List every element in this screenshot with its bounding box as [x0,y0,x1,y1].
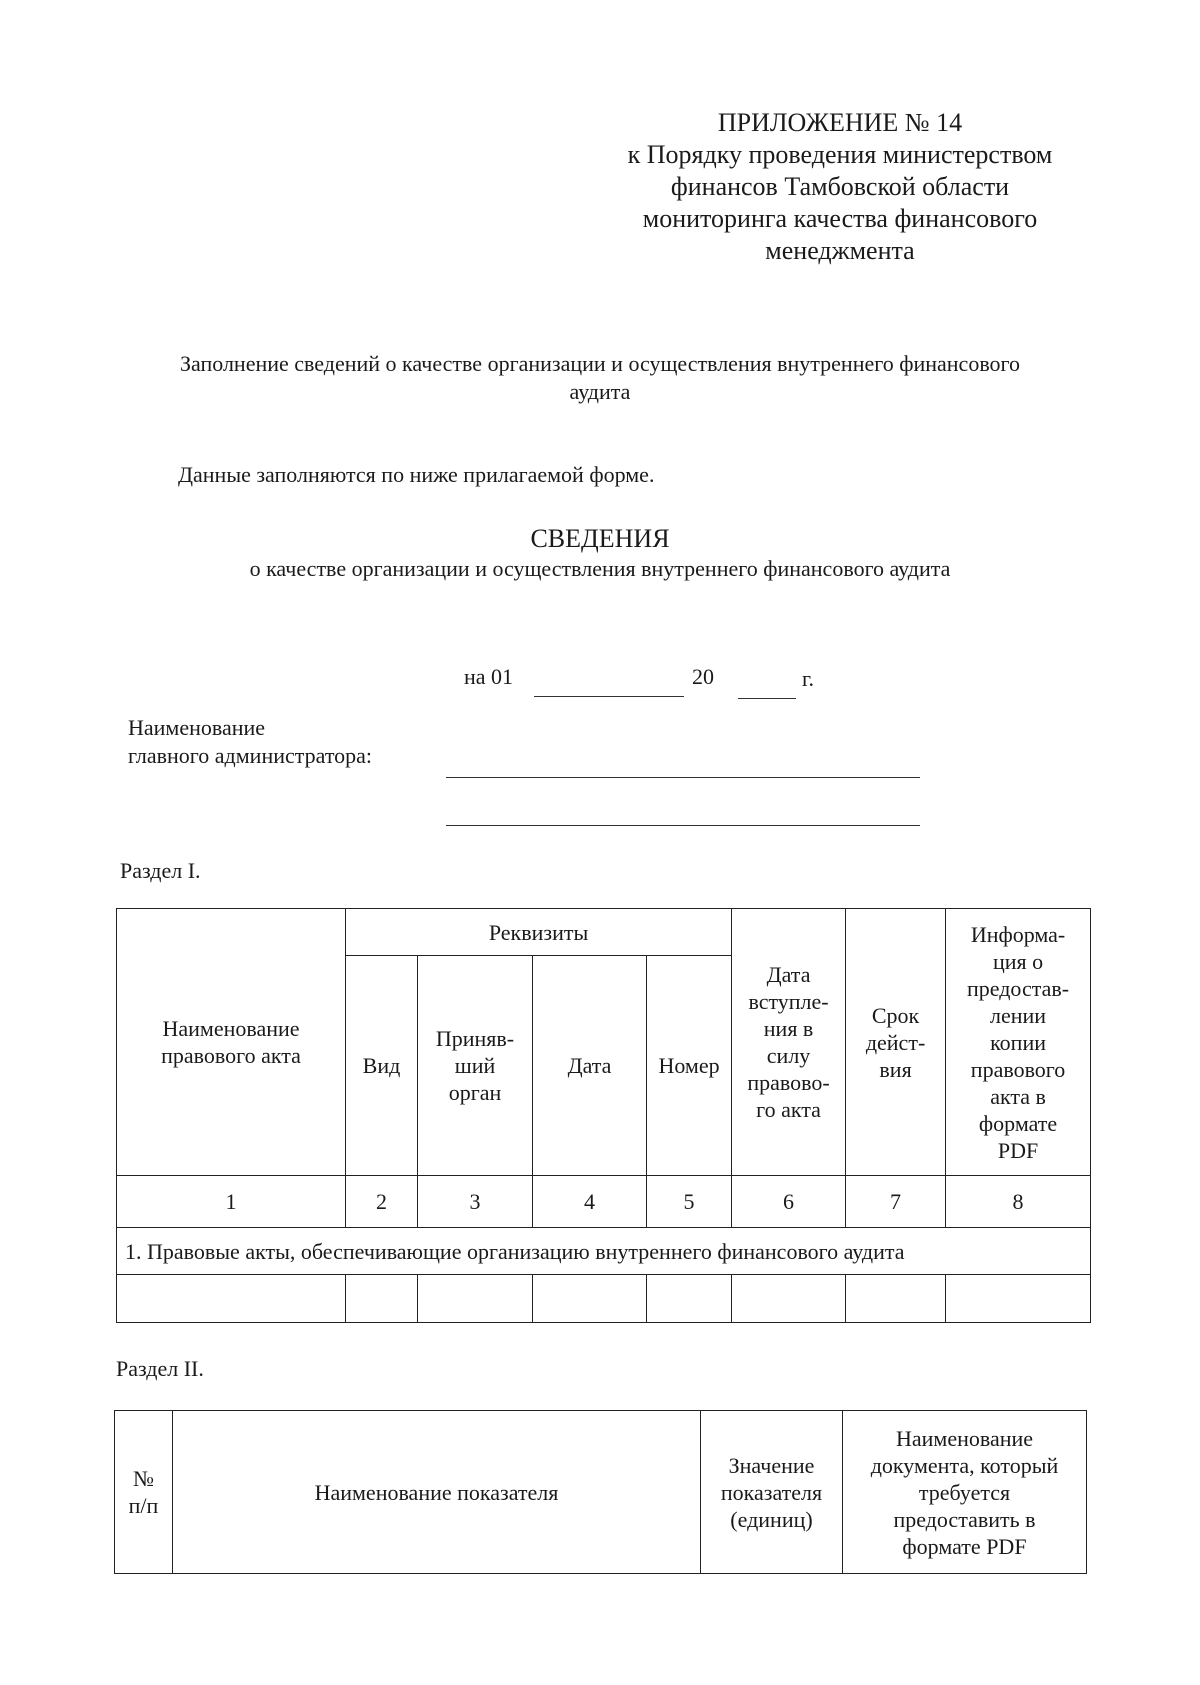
appendix-title: ПРИЛОЖЕНИЕ № 14 [717,108,963,137]
header-text: го акта [756,1097,821,1122]
header-text: документа, который [870,1452,1059,1478]
column-number: 4 [533,1176,647,1228]
header-row-number [115,1411,173,1574]
header-text: (единиц) [730,1506,813,1532]
section-1-table [116,908,1091,1323]
header-indicator-value [701,1411,843,1574]
table-cell[interactable] [418,1275,533,1323]
header-text: требуется [918,1479,1011,1505]
column-number: 3 [418,1176,533,1228]
date-year-prefix: 20 [692,664,714,689]
instruction-text: Данные заполняются по ниже прилагаемой форме. [178,462,655,487]
admin-label [128,714,372,770]
header-text: Дата [766,962,811,987]
section-2-label: Раздел II. [116,1356,204,1381]
header-date: Дата [533,956,647,1176]
header-effective-date [732,909,846,1176]
header-text: акта в [990,1083,1046,1109]
appendix-line: к Порядку проведения министерством [627,140,1053,169]
header-text: предостав- [966,975,1070,1001]
header-text: правово- [747,1070,830,1095]
header-text: копии [990,1029,1046,1055]
section-1-label: Раздел I. [120,858,201,883]
appendix-line: финансов Тамбовской области [670,172,1010,201]
table-row [117,1275,1091,1323]
header-validity [846,909,946,1176]
appendix-line: менеджмента [765,236,915,265]
header-text: силу [766,1043,811,1068]
header-text: правового [970,1056,1066,1082]
header-type: Вид [346,956,418,1176]
section-2-table [114,1410,1087,1574]
table-cell[interactable] [946,1275,1091,1323]
group-row: 1. Правовые акты, обеспечивающие организацию внутреннего финансового аудита [117,1228,1091,1275]
header-authority [418,956,533,1176]
table-cell[interactable] [346,1275,418,1323]
header-text: PDF [997,1137,1039,1163]
heading-line: аудита [569,379,631,404]
header-pdf-info [946,909,1091,1176]
header-text: орган [448,1080,502,1105]
header-text: вия [879,1056,912,1082]
day-month-field[interactable] [534,696,684,697]
column-number: 2 [346,1176,418,1228]
table-cell[interactable] [647,1275,732,1323]
header-text: Срок [871,1002,920,1028]
column-number: 1 [117,1176,346,1228]
column-number: 8 [946,1176,1091,1228]
header-pdf-document [843,1411,1087,1574]
table-cell[interactable] [117,1275,346,1323]
header-text: лении [990,1002,1047,1028]
admin-name-field[interactable] [446,777,920,778]
column-number: 7 [846,1176,946,1228]
header-text: формате PDF [902,1533,1027,1559]
header-text: п/п [128,1493,159,1518]
header-requisites: Реквизиты [346,909,732,956]
header-text: предоставить в [893,1506,1036,1532]
appendix-line: мониторинга качества финансового [642,204,1038,233]
header-indicator-name: Наименование показателя [173,1411,701,1574]
header-text: показателя [720,1479,823,1505]
header-text: ния в [763,1016,814,1041]
column-number: 5 [647,1176,732,1228]
header-text: вступле- [748,989,829,1014]
table-cell[interactable] [533,1275,647,1323]
form-title: СВЕДЕНИЯ [530,524,670,553]
header-text: ция о [992,948,1044,974]
admin-name-field-2[interactable] [446,825,920,826]
header-text: Приняв- [435,1026,515,1051]
heading-line: Заполнение сведений о качестве организации и осуществления внутреннего финансового [179,351,1021,376]
header-text: формате [978,1110,1058,1136]
header-act-name [117,909,346,1176]
header-text: Наименование [895,1425,1034,1451]
column-number: 6 [732,1176,846,1228]
header-number: Номер [647,956,732,1176]
header-text: № [133,1466,154,1491]
admin-label-line: Наименование [128,715,266,740]
admin-label-line: главного администратора: [128,743,373,768]
table-cell[interactable] [732,1275,846,1323]
header-text: Значение [728,1452,815,1478]
header-text: ший [454,1053,496,1078]
form-subtitle: о качестве организации и осуществления внутреннего финансового аудита [249,556,951,581]
year-field[interactable] [738,698,796,699]
table-cell[interactable] [846,1275,946,1323]
appendix-header [560,107,1120,267]
header-text: Наименование правового акта [161,1016,301,1068]
date-prefix: на 01 [464,664,514,689]
header-text: дейст- [865,1029,926,1055]
document-heading [110,350,1090,406]
date-suffix: г. [802,666,815,691]
column-numbers-row [117,1176,1091,1228]
header-text: Информа- [970,921,1066,947]
